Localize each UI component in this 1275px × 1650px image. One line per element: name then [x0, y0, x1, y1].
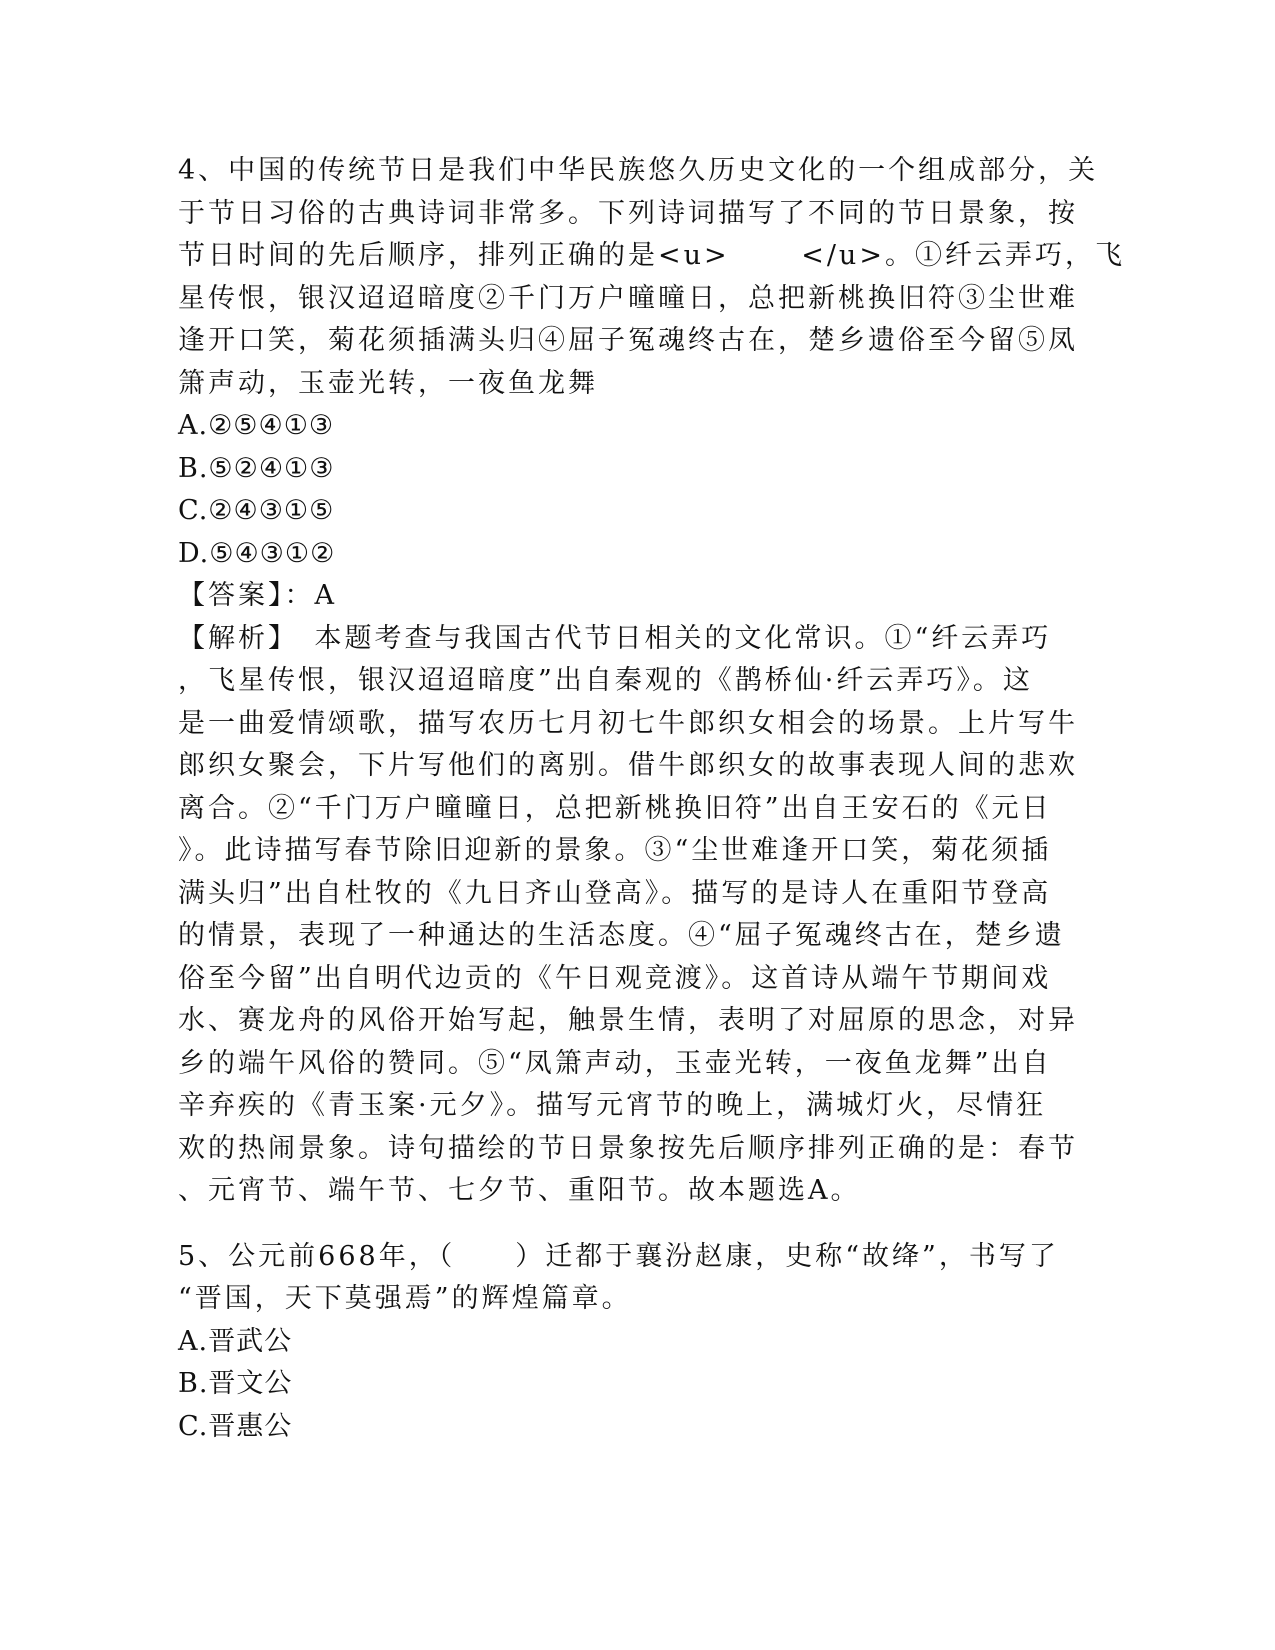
question-spacer [178, 1213, 1043, 1236]
stem-line: “晋国，天下莫强焉”的辉煌篇章。 [178, 1283, 632, 1314]
option-c: C.晋惠公 [178, 1410, 293, 1442]
question-5 [178, 1236, 1059, 1449]
option-d: D.⑤④③①② [178, 537, 336, 569]
option-a: A.晋武公 [178, 1325, 293, 1357]
stem-line: 箫声动，玉壶光转，一夜鱼龙舞 [178, 367, 598, 399]
question-4-stem [178, 150, 1125, 405]
option-a: A.②⑤④①③ [178, 410, 335, 441]
question-4-options [178, 405, 1043, 575]
question-4 [178, 150, 1125, 1213]
analysis-line: ，飞星传恨，银汉迢迢暗度”出自秦观的《鹊桥仙·纤云弄巧》。这 [178, 665, 1033, 696]
analysis-line: 俗至今留”出自明代边贡的《午日观竞渡》。这首诗从端午节期间戏 [178, 962, 1052, 994]
question-5-stem [178, 1236, 1059, 1321]
option-b: B.晋文公 [178, 1368, 293, 1399]
analysis-line: 乡的端午风俗的赞同。⑤“凤箫声动，玉壶光转，一夜鱼龙舞”出自 [178, 1047, 1052, 1079]
option-b: B.⑤②④①③ [178, 452, 335, 484]
question-5-options [178, 1321, 1043, 1449]
answer-line: 【答案】：A [178, 580, 337, 611]
stem-line: 节日时间的先后顺序，排列正确的是<u> </u>。①纤云弄巧，飞 [178, 240, 1125, 271]
analysis-line: 郎织女聚会，下片写他们的离别。借牛郎织女的故事表现人间的悲欢 [178, 750, 1078, 781]
analysis-line: 的情景，表现了一种通达的生活态度。④“屈子冤魂终古在，楚乡遗 [178, 920, 1065, 951]
analysis-line: 、元宵节、端午节、七夕节、重阳节。故本题选A。 [178, 1175, 861, 1206]
analysis-line: 》。此诗描写春节除旧迎新的景象。③“尘世难逢开口笑，菊花须插 [178, 835, 1052, 866]
option-c: C.②④③①⑤ [178, 495, 335, 526]
analysis-line: 离合。②“千门万户曈曈日，总把新桃换旧符”出自王安石的《元日 [178, 792, 1052, 824]
stem-line: 于节日习俗的古典诗词非常多。下列诗词描写了不同的节日景象，按 [178, 197, 1078, 229]
stem-line: 4、中国的传统节日是我们中华民族悠久历史文化的一个组成部分，关 [178, 155, 1099, 186]
analysis-line: 【解析】 本题考查与我国古代节日相关的文化常识。①“纤云弄巧 [178, 622, 1052, 654]
analysis-line: 辛弃疾的《青玉案·元夕》。描写元宵节的晚上，满城灯火，尽情狂 [178, 1090, 1047, 1121]
analysis [178, 618, 1078, 1213]
analysis-line: 满头归”出自杜牧的《九日齐山登高》。描写的是诗人在重阳节登高 [178, 877, 1052, 909]
analysis-line: 欢的热闹景象。诗句描绘的节日景象按先后顺序排列正确的是：春节 [178, 1132, 1078, 1164]
stem-line: 星传恨，银汉迢迢暗度②千门万户曈曈日，总把新桃换旧符③尘世难 [178, 282, 1078, 314]
stem-line: 逢开口笑，菊花须插满头归④屈子冤魂终古在，楚乡遗俗至今留⑤凤 [178, 325, 1078, 356]
analysis-line: 是一曲爱情颂歌，描写农历七月初七牛郎织女相会的场景。上片写牛 [178, 707, 1078, 739]
analysis-line: 水、赛龙舟的风俗开始写起，触景生情，表明了对屈原的思念，对异 [178, 1005, 1078, 1036]
stem-line: 5、公元前668年，（ ）迁都于襄汾赵康，史称“故绛”，书写了 [178, 1240, 1059, 1272]
